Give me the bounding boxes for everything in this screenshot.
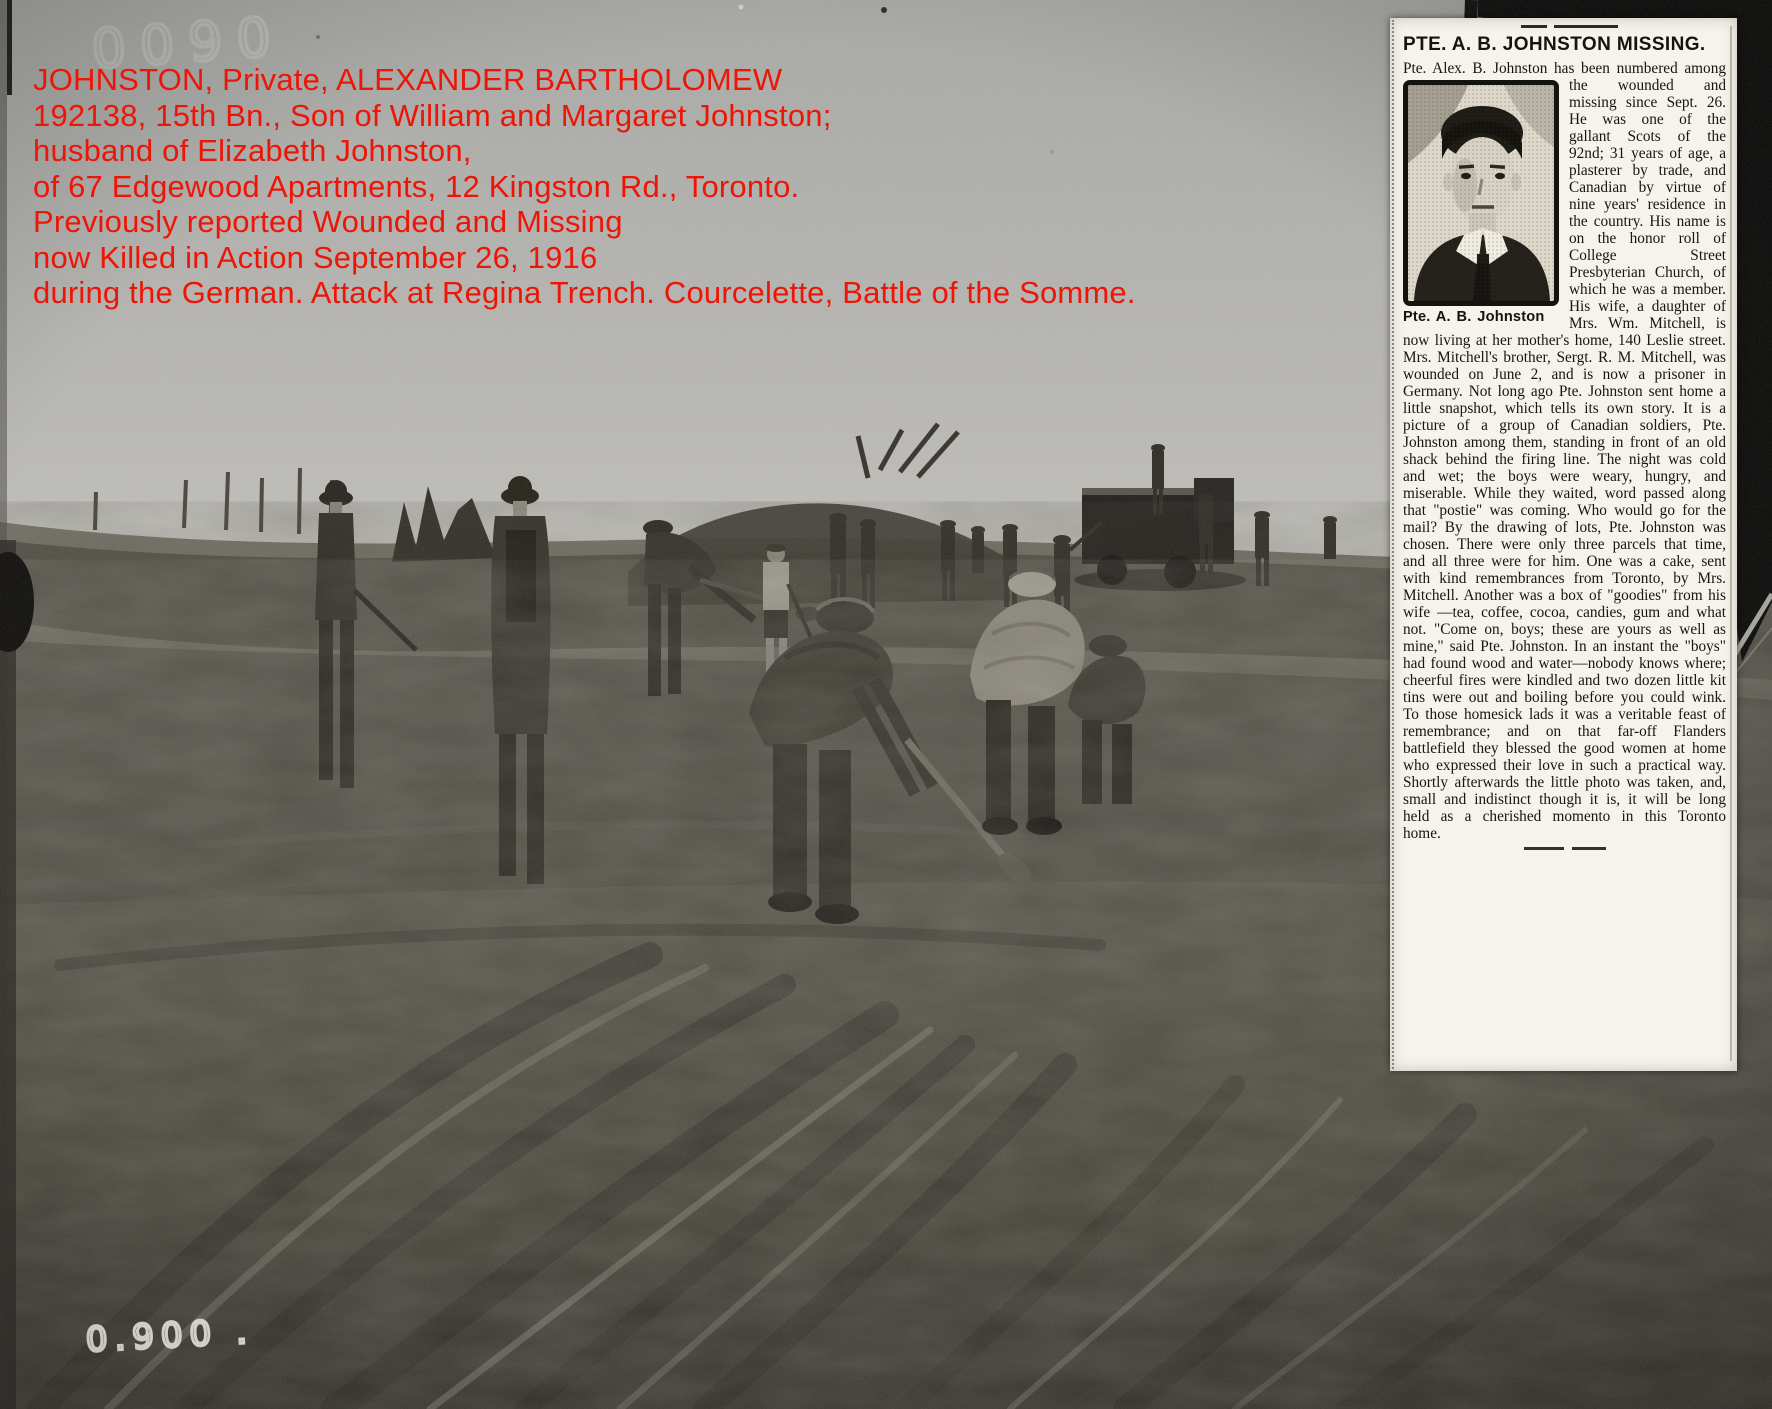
newspaper-clipping bbox=[1390, 18, 1737, 1071]
casualty-annotation-line: of 67 Edgewood Apartments, 12 Kingston Rd., Toronto. bbox=[33, 168, 800, 204]
clipping-top-rule bbox=[1521, 25, 1726, 29]
clipping-bottom-rule bbox=[1517, 847, 1613, 850]
clipping-body bbox=[1403, 60, 1726, 842]
casualty-annotation-line: JOHNSTON, Private, ALEXANDER BARTHOLOMEW bbox=[33, 62, 783, 97]
clipping-headline: PTE. A. B. JOHNSTON MISSING. bbox=[1403, 34, 1706, 55]
clipping-portrait-figure bbox=[1403, 80, 1561, 326]
clipping-portrait bbox=[1403, 80, 1559, 306]
casualty-annotation-line: now Killed in Action September 26, 1916 bbox=[33, 239, 598, 275]
clipping-lead-text: Pte. Alex. B. Johnston has been bbox=[1403, 60, 1610, 77]
clipping-portrait-caption: Pte. A. B. Johnston bbox=[1403, 309, 1545, 325]
casualty-annotation-line: Previously reported Wounded and Missing bbox=[33, 204, 623, 239]
casualty-annotation-line: 192138, 15th Bn., Son of William and Margaret Johnston; bbox=[33, 97, 832, 133]
casualty-annotation-line: husband of Elizabeth Johnston, bbox=[33, 133, 472, 168]
clipping-article-text: numbered among the wounded and missing since Sept. 26. He was one of the gallant Scots of the 92nd; 31 years of age, a plasterer by trade, and Canadian by virtue of nine years' residence in the country. His name is on the honor roll of College Street Presbyterian Church, of which he was a member. His wife, a daughter of Mrs. Wm. Mitchell, is now living at her mother's home, 140 Leslie street. Mrs. Mitchell's brother, Sergt. R. M. Mitchell, was wounded on June 2, and is now a prisoner in Germany. Not long ago Pte. Johnston sent home a little snapshot, which tells its own story. It is a picture of a group of Canadian soldiers, Pte. Johnston among them, standing in front of an old shack behind the firing line. The night was cold and wet; the boys were weary, hungry, and miserable. While they waited, word passed along that "postie" was coming. Who would go for the mail? By the drawing of lots, Pte. Johnston was chosen. There were only three parcels that time, and all three were for him. One was a cake, sent with kind remembrances from Toronto, by Mrs. Mitchell. Another was a box of "goodies" from his wife —tea, coffee, cocoa, candies, gum and what not. "Come on, boys; these are yours as well as mine," said Pte. Johnston. In an instant the "boys" had found wood and water—nobody knows where; cheerful fires were kindled and two dozen little kit tins were out and boiling before you could wink. To those homesick lads it was a veritable feast of remembrance; and on that far-off Flanders battlefield they blessed the good women at home who expressed their love in such a practical way. Shortly afterwards the little photo was taken, and, small and indistinct though it is, it will be long held as a cherished momento in this Toronto home. bbox=[1403, 60, 1727, 842]
casualty-annotation bbox=[33, 62, 1136, 311]
casualty-annotation-line: during the German. Attack at Regina Trench. Courcelette, Battle of the Somme. bbox=[33, 275, 1136, 310]
portrait-halftone bbox=[1408, 85, 1554, 301]
